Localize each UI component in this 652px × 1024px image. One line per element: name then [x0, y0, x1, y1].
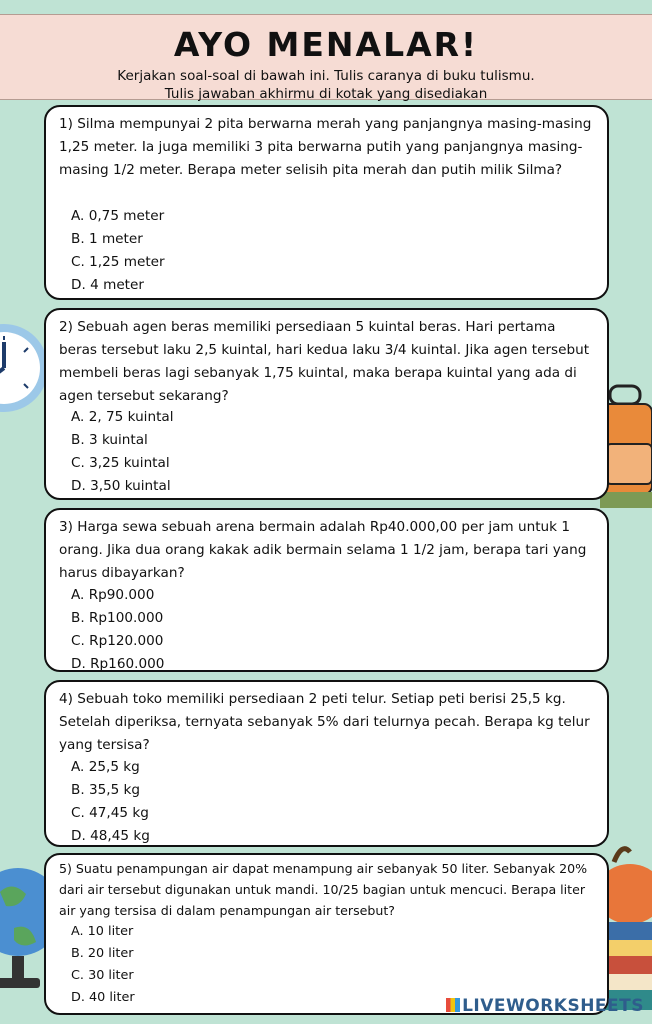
option-a[interactable]: A. 25,5 kg	[71, 759, 140, 775]
brand-text: LIVEWORKSHEETS	[462, 996, 644, 1016]
options-list	[71, 584, 164, 672]
question-text: 5) Suatu penampungan air dapat menampung air sebanyak 50 liter. Sebanyak 20% dari air tersebut digunakan untuk mandi. 10/25 bagian untuk mencuci. Berapa liter air yang tersisa di dalam penampungan air tersebut?	[59, 861, 588, 918]
question-card-4	[44, 680, 609, 847]
option-b[interactable]: B. 3 kuintal	[71, 432, 148, 448]
question-text: 2) Sebuah agen beras memiliki persediaan 5 kuintal beras. Hari pertama beras tersebut laku 2,5 kuintal, hari kedua laku 3/4 kuintal. Jika agen tersebut membeli beras lagi sebanyak 1,75 kuintal, maka berapa kuintal yang ada di agen tersebut sekarang?	[59, 319, 590, 404]
header-banner	[0, 14, 652, 100]
option-d[interactable]: D. Rp160.000	[71, 656, 165, 672]
option-b[interactable]: B. 1 meter	[71, 231, 143, 247]
option-c[interactable]: C. 3,25 kuintal	[71, 455, 170, 471]
instruction-line-1: Kerjakan soal-soal di bawah ini. Tulis caranya di buku tulismu.	[117, 68, 535, 84]
option-d[interactable]: D. 4 meter	[71, 277, 144, 293]
option-c[interactable]: C. 30 liter	[71, 968, 134, 983]
option-b[interactable]: B. 35,5 kg	[71, 782, 141, 798]
options-list	[71, 756, 150, 847]
option-a[interactable]: A. 2, 75 kuintal	[71, 409, 174, 425]
question-card-5	[44, 853, 609, 1015]
options-list	[71, 921, 135, 1009]
option-a[interactable]: A. Rp90.000	[71, 587, 155, 603]
options-list	[71, 406, 174, 498]
question-card-2	[44, 308, 609, 500]
option-d[interactable]: D. 48,45 kg	[71, 828, 150, 844]
option-a[interactable]: A. 10 liter	[71, 924, 134, 939]
liveworksheets-icon	[446, 998, 460, 1012]
question-text: 3) Harga sewa sebuah arena bermain adalah Rp40.000,00 per jam untuk 1 orang. Jika dua orang kakak adik bermain selama 1 1/2 jam, berapa tari yang harus dibayarkan?	[59, 519, 587, 581]
instruction-line-2: Tulis jawaban akhirmu di kotak yang disediakan	[164, 86, 488, 102]
liveworksheets-logo[interactable]	[446, 996, 644, 1016]
option-b[interactable]: B. Rp100.000	[71, 610, 164, 626]
question-card-1	[44, 105, 609, 300]
question-text: 1) Silma mempunyai 2 pita berwarna merah yang panjangnya masing-masing 1,25 meter. Ia juga memiliki 3 pita berwarna putih yang panjangnya masing-masing 1/2 meter. Berapa meter selisih pita merah dan putih milik Silma?	[59, 116, 592, 178]
option-b[interactable]: B. 20 liter	[71, 946, 134, 961]
options-list	[71, 205, 165, 297]
top-stripe	[0, 0, 652, 10]
page-title: AYO MENALAR!	[173, 25, 479, 64]
option-d[interactable]: D. 40 liter	[71, 990, 135, 1005]
option-c[interactable]: C. 1,25 meter	[71, 254, 165, 270]
option-c[interactable]: C. 47,45 kg	[71, 805, 149, 821]
option-d[interactable]: D. 3,50 kuintal	[71, 478, 171, 494]
option-c[interactable]: C. Rp120.000	[71, 633, 164, 649]
option-a[interactable]: A. 0,75 meter	[71, 208, 165, 224]
question-card-3	[44, 508, 609, 672]
question-text: 4) Sebuah toko memiliki persediaan 2 peti telur. Setiap peti berisi 25,5 kg. Setelah diperiksa, ternyata sebanyak 5% dari telurnya pecah. Berapa kg telur yang tersisa?	[59, 691, 590, 753]
